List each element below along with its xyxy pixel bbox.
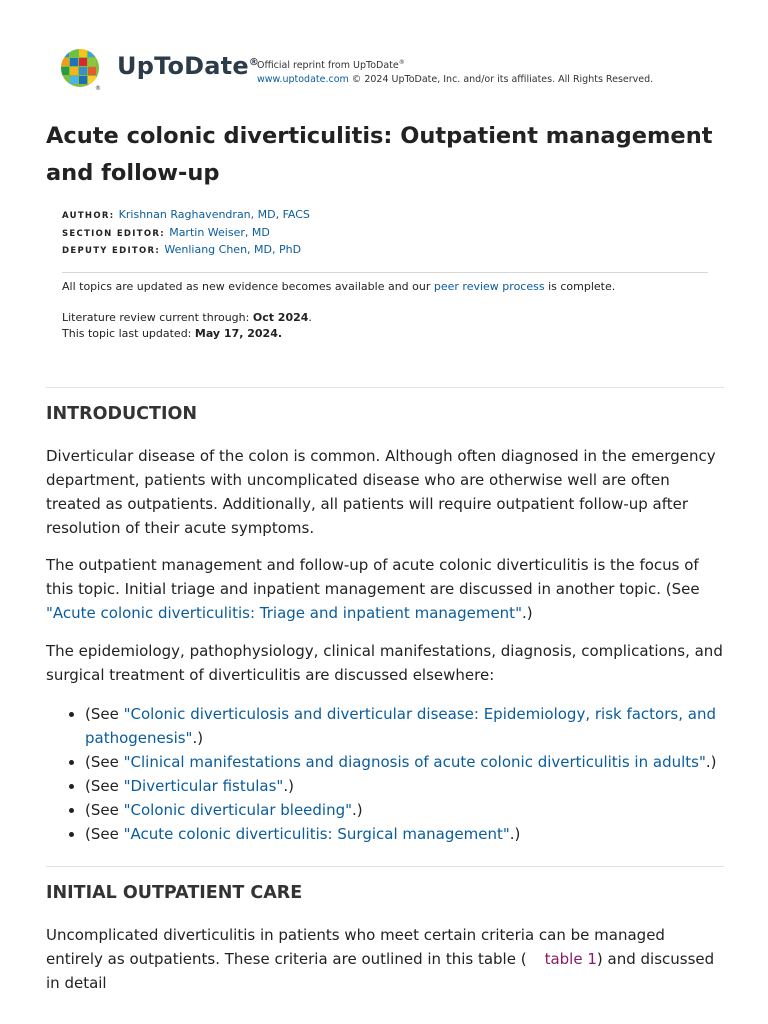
topic-link[interactable]: "Diverticular fistulas" — [123, 777, 284, 795]
topic-link[interactable]: "Clinical manifestations and diagnosis of acute colonic diverticulitis in adults" — [123, 753, 706, 771]
author-link[interactable]: Krishnan Raghavendran, MD, FACS — [118, 208, 310, 221]
section-editor-link[interactable]: Martin Weiser, MD — [169, 225, 270, 239]
uptodate-globe-logo-icon — [60, 48, 104, 92]
initial-care-paragraph: Uncomplicated diverticulitis in patients who meet certain criteria can be managed entirely as outpatients. These criteria are outlined in this table ( table 1) and discussed in detail — [46, 926, 715, 992]
deputy-editor-link[interactable]: Wenliang Chen, MD, PhD — [164, 243, 302, 256]
list-item: • (See "Colonic diverticulosis and diverticular disease: Epidemiology, risk factors, and pathogenesis".) — [85, 702, 745, 750]
topic-link[interactable]: "Acute colonic diverticulitis: Surgical management" — [123, 825, 510, 843]
triage-topic-link[interactable]: "Acute colonic diverticulitis: Triage and inpatient management" — [46, 604, 522, 622]
page-title: Acute colonic diverticulitis: Outpatient management and follow-up — [46, 123, 713, 186]
author-list — [62, 207, 310, 260]
list-item: • (See "Acute colonic diverticulitis: Surgical management".) — [85, 822, 745, 846]
list-item: • (See "Colonic diverticular bleeding".) — [85, 798, 745, 822]
peer-review-link[interactable]: peer review process — [433, 280, 545, 293]
svg-text:®: ® — [95, 85, 101, 92]
uptodate-site-link[interactable]: www.uptodate.com — [257, 74, 349, 86]
brand-name: UpToDate® — [117, 52, 260, 80]
topic-link[interactable]: "Colonic diverticular bleeding" — [123, 801, 353, 819]
review-dates: Literature review current through: Oct 2024. This topic last updated: May 17, 2024. — [62, 311, 312, 340]
deputy-editor-line: DEPUTY EDITOR: Wenliang Chen, MD, PhD — [62, 243, 302, 256]
table-1-link[interactable]: table 1 — [544, 950, 597, 968]
update-notice: All topics are updated as new evidence becomes available and our peer review process is complete. — [62, 280, 616, 293]
section-heading-introduction: INTRODUCTION — [46, 404, 197, 424]
intro-paragraph-3: The epidemiology, pathophysiology, clinical manifestations, diagnosis, complications, and surgical treatment of diverticulitis are discussed elsewhere: — [46, 642, 723, 684]
topic-link[interactable]: "Colonic diverticulosis and diverticular disease: Epidemiology, risk factors, and pathogenesis" — [85, 705, 716, 747]
section-editor-line: SECTION EDITOR: Martin Weiser, MD — [62, 225, 270, 239]
section-heading-initial-outpatient-care: INITIAL OUTPATIENT CARE — [46, 883, 303, 903]
intro-paragraph-2: The outpatient management and follow-up of acute colonic diverticulitis is the focus of this topic. Initial triage and inpatient management are discussed in another topic. (See "Acute colonic diverticulitis: Triage and inpatient management".) — [46, 556, 700, 622]
list-item: • (See "Diverticular fistulas".) — [85, 774, 745, 798]
reprint-notice: Official reprint from UpToDate® www.uptodate.com © 2024 UpToDate, Inc. and/or its affiliates. All Rights Reserved. — [257, 59, 654, 86]
author-line: AUTHOR: Krishnan Raghavendran, MD, FACS — [62, 208, 310, 221]
related-topics-list — [46, 702, 745, 846]
section-divider — [46, 866, 724, 867]
list-item: • (See "Clinical manifestations and diagnosis of acute colonic diverticulitis in adults".) — [85, 750, 745, 774]
section-divider — [46, 387, 724, 388]
intro-paragraph-1: Diverticular disease of the colon is common. Although often diagnosed in the emergency department, patients with uncomplicated disease who are otherwise well are often treated as outpatients. Additionally, all patients will require outpatient follow-up after resolution of their acute symptoms. — [46, 447, 716, 537]
divider — [62, 272, 708, 273]
